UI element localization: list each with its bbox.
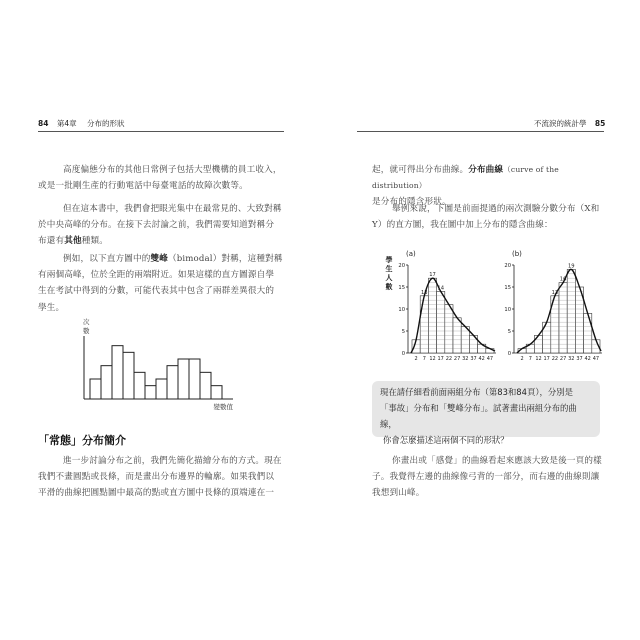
histogram-bar: [145, 386, 156, 399]
histogram-bar: [112, 346, 123, 399]
histogram-ylabel-1: 次: [83, 318, 90, 326]
x-tick-label: 22: [445, 356, 453, 362]
x-tick-label: 27: [559, 356, 567, 362]
x-tick-label: 22: [551, 356, 559, 362]
y-tick-label: 20: [398, 263, 405, 269]
x-tick-label: 2: [414, 356, 418, 362]
right-header-rule: [357, 131, 604, 132]
ylabel-char: 生: [385, 265, 393, 273]
histogram-bar: [178, 359, 189, 399]
left-page-number: 84: [38, 119, 49, 128]
left-page-header: [38, 118, 125, 129]
bimodal-histogram: [70, 316, 245, 416]
y-tick-label: 10: [398, 307, 405, 313]
left-chapter: 第4章: [56, 119, 77, 128]
ylabel-char: 人: [385, 274, 393, 282]
right-page-number: 85: [594, 119, 606, 128]
x-tick-label: 37: [576, 356, 583, 362]
left-header-rule: [38, 131, 284, 132]
right-paragraph-1: 起，就可得出分布曲線。分布曲線（curve of the distribution） 是分布的隱含形狀。: [372, 165, 559, 208]
right-page-header: [534, 118, 605, 129]
histogram-bar: [420, 296, 428, 353]
chart-a-ylabel: [385, 255, 393, 291]
x-tick-label: 37: [470, 356, 477, 362]
y-tick-label: 5: [507, 329, 511, 335]
data-label: 14: [437, 285, 445, 292]
data-label: 17: [429, 272, 436, 279]
exercise-box: 現在請仔細看前面兩組分布（第83和84頁），分別是 「事故」分布和「雙峰分布」。試著畫出兩組分布的曲線， 你會怎麼描述這兩個不同的形狀？: [372, 381, 600, 437]
chart-a: [398, 263, 496, 362]
ylabel-char: 學: [385, 256, 393, 264]
right-paragraph-2: 舉例來說，下圖是前面提過的兩次測驗分數分布（X和 Y）的直方圖，我在圖中加上分布的隱含曲線：: [372, 204, 600, 231]
data-label: 16: [559, 276, 567, 283]
histogram-bar: [156, 379, 167, 399]
y-tick-label: 10: [504, 307, 511, 313]
x-tick-label: 12: [535, 356, 542, 362]
right-paragraph-3: 你畫出或「感覺」的曲線看起來應該大致是後一頁的樣 子。我覺得左邊的曲線像弓背的一部分，而右邊的曲線則讓 我想到山峰。: [372, 456, 602, 499]
left-paragraph-1: 高度偏態分布的其他日常例子包括大型機構的員工收入， 或是一批剛生產的行動電話中每臺電話的故障次數等。: [38, 165, 282, 192]
y-tick-label: 20: [504, 263, 511, 269]
y-tick-label: 0: [507, 351, 511, 357]
chart-b-title: (b): [512, 250, 522, 258]
chart-a-title: (a): [406, 250, 416, 258]
histogram-bar: [134, 372, 145, 399]
x-tick-label: 42: [584, 356, 591, 362]
y-tick-label: 15: [504, 285, 511, 291]
term-curve: 分布曲線: [468, 165, 504, 175]
left-paragraph-4: 進一步討論分布之前，我們先簡化描繪分布的方式。現在 我們不畫圓點或長條，而是畫出分布邊界的輪廓。如果我們以 平滑的曲線把圓點圖中最高的點或直方圖中長條的頂端連在一: [38, 456, 282, 499]
ylabel-char: 數: [385, 283, 393, 291]
x-tick-label: 32: [568, 356, 575, 362]
term-bimodal: 雙峰: [150, 254, 168, 264]
x-tick-label: 47: [486, 356, 494, 362]
x-tick-label: 32: [462, 356, 469, 362]
histogram-bar: [584, 313, 592, 353]
right-book-title: 不流淚的統計學: [534, 119, 587, 128]
x-tick-label: 12: [429, 356, 436, 362]
y-tick-label: 5: [401, 329, 405, 335]
data-label: 13: [551, 289, 559, 296]
x-tick-label: 27: [453, 356, 461, 362]
histogram-bar: [445, 305, 453, 353]
data-label: 19: [567, 263, 575, 270]
histograms-x-y: [380, 244, 605, 366]
chart-b: [504, 263, 602, 362]
emphasis-other: 其他: [64, 236, 82, 247]
histogram-ylabel-2: 數: [83, 327, 90, 335]
x-tick-label: 42: [478, 356, 485, 362]
x-tick-label: 47: [592, 356, 600, 362]
histogram-bar: [189, 359, 200, 399]
x-tick-label: 2: [520, 356, 524, 362]
histogram-bar: [101, 366, 112, 399]
x-tick-label: 7: [422, 356, 426, 362]
histogram-bar: [123, 352, 134, 399]
section-title: 「常態」分布簡介: [38, 434, 126, 447]
histogram-xlabel: 變數值: [213, 403, 233, 411]
histogram-bar: [90, 379, 101, 399]
histogram-bar: [428, 278, 436, 353]
histogram-bar: [200, 372, 211, 399]
y-tick-label: 15: [398, 285, 405, 291]
x-tick-label: 17: [543, 356, 550, 362]
histogram-bar: [567, 269, 575, 353]
data-label: 13: [420, 289, 428, 296]
x-tick-label: 7: [528, 356, 532, 362]
y-tick-label: 0: [401, 351, 405, 357]
histogram-bar: [211, 386, 222, 399]
left-paragraph-2: 但在這本書中，我們會把眼光集中在最常見的、大致對稱 於中央高峰的分布。在接下去討論之前，我們需要知道對稱分 布還有其他種類。: [38, 204, 282, 247]
left-paragraph-3: 例如，以下直方圖中的雙峰（bimodal）對稱，這種對稱 有兩個高峰，位於全距的兩端附近。如果這樣的直方圖源自學 生在考試中得到的分數，可能代表其中包含了兩群差異很大的 學生。: [38, 254, 283, 313]
x-tick-label: 17: [437, 356, 444, 362]
left-chapter-title: 分布的形狀: [87, 119, 125, 128]
histogram-bar: [167, 366, 178, 399]
